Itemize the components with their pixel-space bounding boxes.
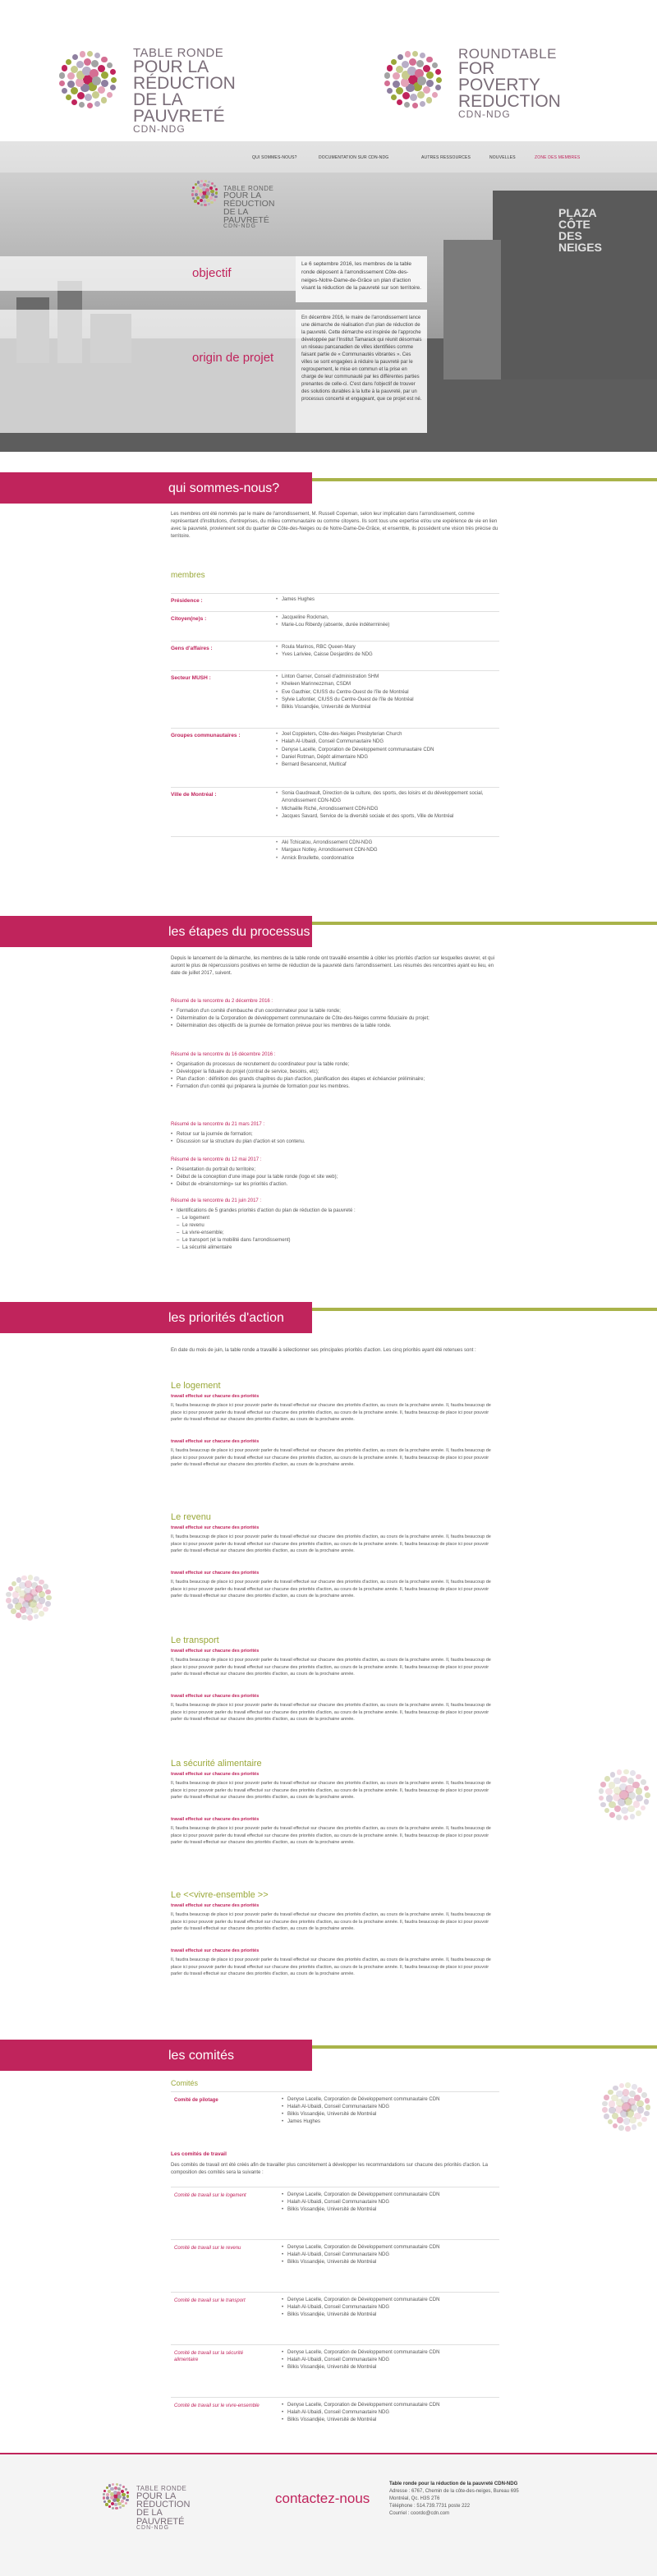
building-shape: [443, 240, 501, 380]
decorative-dots-icon: [591, 1741, 657, 1848]
list-item: • Daniel Rotman, Dépôt alimentaire NDG: [276, 754, 498, 761]
logo-en-text: [458, 48, 561, 119]
section-title: qui sommes-nous?: [168, 481, 280, 495]
row-label: Présidence :: [171, 598, 203, 604]
decorative-dots-icon: [0, 1544, 57, 1651]
priority-text: Il, faudra beaucoup de place ici pour pouvoir parler du travail effectué sur chacune des priorités d'action, au cours de la prochaine année. Il, faudra beaucoup de place ici pour pouvoir parler du travail effectué sur chacune des priorités d'action, au cours de la prochaine année. Il, faudra beaucoup de place ici pour pouvoir parler du travail effectué sur chacune des priorités d'action, au cours de la prochaine année.: [171, 1826, 491, 1846]
footer-logo-text: [136, 2486, 190, 2532]
logo-line: POUR LA RÉDUCTION: [223, 190, 275, 209]
logo-line: DE LA PAUVRETÉ: [223, 206, 269, 225]
list-item: – Le logement: [171, 1215, 499, 1222]
priority-text: Il, faudra beaucoup de place ici pour pouvoir parler du travail effectué sur chacune des priorités d'action, au cours de la prochaine année. Il, faudra beaucoup de place ici pour pouvoir parler du travail effectué sur chacune des priorités d'action, au cours de la prochaine année. Il, faudra beaucoup de place ici pour pouvoir parler du travail effectué sur chacune des priorités d'action, au cours de la prochaine année.: [171, 1448, 491, 1468]
list-item: – Le transport (et la mobilité dans l'arrondissement): [171, 1237, 499, 1244]
comite-row: [171, 2239, 499, 2292]
priority-sublabel: travail effectué sur chacune des priorités: [171, 1439, 260, 1444]
row-list: [276, 790, 498, 821]
row-label: Comité de travail sur la sécurité alimentaire: [174, 2351, 244, 2363]
logo-fr[interactable]: [51, 43, 236, 135]
list-item: • Formation d'un comité d'embauche d'un coordonnateur pour la table ronde;: [171, 1008, 499, 1015]
logo-line: REDUCTION: [458, 92, 561, 112]
list-item: • Sonia Gaudreault, Direction de la culture, des sports, des loisirs et du développement social, Arrondissement CDN-NDG: [276, 790, 498, 806]
comite-row: [171, 2397, 499, 2450]
step-block: [171, 1198, 499, 1252]
list-item: – La sécurité alimentaire: [171, 1244, 499, 1252]
priority-sublabel: travail effectué sur chacune des priorités: [171, 1649, 260, 1654]
travail-intro: Des comités de travail ont été créés afin de travailler plus concrètement à développer les recommandations sur chacune des priorités d'action. La composition des comités sera la suivante :: [171, 2163, 489, 2175]
section-title: les priorités d'action: [168, 1311, 284, 1325]
origine-heading: origin de projet: [192, 351, 274, 365]
list-item: • Eve Gauthier, CIUSS du Centre-Ouest de l'île de Montréal: [276, 689, 498, 697]
list-item: • Aki Tchicatou, Arrondissement CDN-NDG: [276, 840, 498, 847]
origine-panel: [296, 310, 427, 433]
list-item: • Denyse Lacelle, Corporation de Développement communautaire CDN: [282, 2402, 495, 2409]
list-item: • Joel Coppieters, Côte-des-Neiges Presbyterian Church: [276, 731, 498, 738]
logo-line: POUR LA RÉDUCTION: [133, 58, 236, 94]
list-item: • Denyse Lacelle, Corporation de Développement communautaire CDN: [282, 2244, 495, 2252]
list-item: • Denyse Lacelle, Corporation de Développement communautaire CDN: [276, 747, 498, 754]
row-list: [282, 2297, 495, 2319]
row-list: [282, 2349, 495, 2371]
step-block: [171, 1157, 499, 1189]
dot-logo-icon: [376, 43, 450, 117]
comite-row: [171, 2344, 499, 2397]
list-item: • Bilkis Vissandjée, Université de Montréal: [282, 2312, 495, 2319]
list-item: • Formation d'un comité qui préparera la journée de formation pour les membres.: [171, 1083, 499, 1091]
step-list: [171, 1008, 499, 1030]
row-list: [276, 674, 498, 711]
priorites-intro: En date du mois de juin, la table ronde a travaillé à sélectionner ses principales priorités d'action. Les cinq priorités ayant été retenues sont :: [171, 1348, 476, 1353]
list-item: • Michaëlle Riché, Arrondissement CDN-NDG: [276, 806, 498, 813]
list-item: • Halah Al-Ubaidi, Conseil Communautaire NDG: [282, 2304, 495, 2312]
main-nav: [0, 141, 657, 172]
step-heading: Résumé de la rencontre du 12 mai 2017 :: [171, 1157, 262, 1162]
list-item: • Halah Al-Ubaidi, Conseil Communautaire NDG: [282, 2252, 495, 2259]
logo-line: DE LA PAUVRETÉ: [133, 90, 225, 126]
list-item: • Bilkis Vissandjée, Université de Montréal: [276, 704, 498, 711]
hero-logo[interactable]: [187, 176, 275, 230]
objectif-text: Le 6 septembre 2016, les membres de la table ronde déposent à l'arrondissement Côte-des-neiges-Notre-Dame-de-Grâce un plan d'action visant la réduction de la pauvreté sur son territoire.: [301, 261, 421, 292]
row-list: [282, 2192, 495, 2214]
list-item: • Développer la fiduaire du projet (contrat de service, besoins, etc);: [171, 1069, 499, 1076]
list-item: • Annick Broullette, coordonnatrice: [276, 855, 498, 862]
step-list: [171, 1166, 499, 1189]
logo-line: FOR POVERTY: [458, 59, 540, 95]
contact-address: Adresse : 6767, Chemin de la côte-des-neiges, Bureau 695: [389, 2489, 519, 2494]
priority-title: Le transport: [171, 1635, 219, 1645]
row-label: Comité de travail sur le revenu: [174, 2246, 241, 2251]
objectif-panel: [296, 256, 427, 302]
list-item: – Le revenu: [171, 1222, 499, 1230]
row-list: [276, 840, 498, 862]
origine-label: [0, 310, 296, 433]
row-list: [276, 731, 498, 769]
row-label: Groupes communautaires :: [171, 733, 241, 738]
row-label: Citoyen(ne)s :: [171, 616, 207, 622]
contact-city: Montréal, Qc. H3S 2T6: [389, 2496, 440, 2501]
list-item: • Margaux Notley, Arrondissement CDN-NDG: [276, 847, 498, 854]
logo-line: POUR LA RÉDUCTION: [136, 2491, 191, 2510]
list-item: • Détermination des objectifs de la journée de formation prévue pour les membres de la table ronde.: [171, 1023, 499, 1030]
logo-line: CDN-NDG: [223, 223, 257, 230]
priority-sublabel: travail effectué sur chacune des priorités: [171, 1571, 260, 1576]
building-sign: PLAZA CÔTE DES NEIGES: [558, 206, 602, 254]
list-item: • Denyse Lacelle, Corporation de Développement communautaire CDN: [282, 2349, 495, 2357]
logo-line: ROUNDTABLE: [458, 46, 557, 62]
priority-sublabel: travail effectué sur chacune des priorités: [171, 1772, 260, 1777]
list-item: • Présentation du portrait du territoire;: [171, 1166, 499, 1174]
section-priorites-bar: [0, 1302, 312, 1333]
comites-title: Comités: [171, 2079, 199, 2087]
step-heading: Résumé de la rencontre du 21 mars 2017 :: [171, 1122, 265, 1127]
list-item: • Plan d'action : définition des grands chapitres du plan d'action, planification des étapes et échéancier préliminaire;: [171, 1076, 499, 1083]
row-list: [276, 596, 498, 604]
list-item: • James Hughes: [276, 596, 498, 604]
logo-line: DE LA PAUVRETÉ: [136, 2508, 185, 2527]
row-list: [282, 2244, 495, 2266]
nav-qui-sommes-nous[interactable]: QUI SOMMES-NOUS?: [252, 155, 297, 160]
list-item: • Bilkis Vissandjée, Université de Montréal: [282, 2364, 495, 2371]
priority-text: Il, faudra beaucoup de place ici pour pouvoir parler du travail effectué sur chacune des priorités d'action, au cours de la prochaine année. Il, faudra beaucoup de place ici pour pouvoir parler du travail effectué sur chacune des priorités d'action, au cours de la prochaine année. Il, faudra beaucoup de place ici pour pouvoir parler du travail effectué sur chacune des priorités d'action, au cours de la prochaine année.: [171, 1534, 491, 1554]
step-heading: Résumé de la rencontre du 21 juin 2017 :: [171, 1198, 262, 1203]
table-row: [171, 836, 499, 869]
contact-org: Table ronde pour la réduction de la pauvreté CDN-NDG: [389, 2482, 518, 2486]
list-item: • Denyse Lacelle, Corporation de Développement communautaire CDN: [282, 2096, 495, 2104]
list-item: • Bilkis Vissandjée, Université de Montréal: [282, 2111, 495, 2118]
list-item: • Halah Al-Ubaidi, Conseil Communautaire NDG: [276, 738, 498, 746]
comite-row: [171, 2292, 499, 2344]
list-item: • Jacques Savard, Service de la diversité sociale et des sports, Ville de Montréal: [276, 813, 498, 821]
table-row: [171, 787, 499, 836]
row-list: [282, 2402, 495, 2424]
top-banner: [0, 0, 657, 140]
priority-sublabel: travail effectué sur chacune des priorités: [171, 1903, 260, 1908]
step-block: [171, 998, 499, 1030]
list-item: • Retour sur la journée de formation;: [171, 1131, 499, 1138]
list-item: • Halah Al-Ubaidi, Conseil Communautaire NDG: [282, 2199, 495, 2206]
objectif-label: [0, 256, 296, 291]
list-item: • Bernard Besancenot, Multicaf: [276, 761, 498, 769]
table-row: [171, 593, 499, 611]
priority-text: Il, faudra beaucoup de place ici pour pouvoir parler du travail effectué sur chacune des priorités d'action, au cours de la prochaine année. Il, faudra beaucoup de place ici pour pouvoir parler du travail effectué sur chacune des priorités d'action, au cours de la prochaine année. Il, faudra beaucoup de place ici pour pouvoir parler du travail effectué sur chacune des priorités d'action, au cours de la prochaine année.: [171, 1912, 491, 1932]
list-item: • Halah Al-Ubaidi, Conseil Communautaire NDG: [282, 2104, 495, 2111]
row-list: [276, 644, 498, 660]
logo-fr-text: [133, 48, 236, 134]
qui-intro: Les membres ont été nommés par le maire de l'arrondissement, M. Russell Copeman, selon leur implication dans l'arrondissement, comme représentant d'institutions, d'entreprises, du milieu communautaire ou comme citoyens. Ils sont tous une expertise et/ou une expérience de vie en lien avec la pauvreté, proviennent soit du quartier de Côte-des-Neiges ou de Notre-Dame-De-Grâce, et ensemble, ils possèdent une vision très précise du territoire.: [171, 512, 498, 539]
priority-title: Le revenu: [171, 1512, 211, 1522]
list-item: • Linton Garner, Conseil d'administration SHM: [276, 674, 498, 681]
logo-line: CDN-NDG: [458, 108, 511, 120]
list-item: • Halah Al-Ubaidi, Conseil Communautaire NDG: [282, 2357, 495, 2364]
step-block: [171, 1121, 499, 1146]
row-label: Comité de travail sur le logement: [174, 2193, 246, 2198]
section-comites-bar: [0, 2040, 312, 2071]
section-title: les étapes du processus: [168, 925, 310, 939]
logo-en[interactable]: [376, 43, 561, 120]
table-row: [171, 670, 499, 728]
priority-sublabel: travail effectué sur chacune des priorités: [171, 1525, 260, 1530]
footer: [0, 2453, 657, 2576]
section-title: les comités: [168, 2049, 235, 2063]
list-item: • Discussion sur la structure du plan d'action et son contenu.: [171, 1138, 499, 1146]
list-item: • Yves Lariviee, Caisse Desjardins de NDG: [276, 651, 498, 659]
row-list: [282, 2096, 495, 2126]
step-block: [171, 1051, 499, 1091]
row-label: Comité de travail sur le vivre-ensemble: [174, 2404, 260, 2408]
priority-sublabel: travail effectué sur chacune des priorités: [171, 1694, 260, 1699]
priority-title: Le logement: [171, 1381, 221, 1391]
step-heading: Résumé de la rencontre du 16 décembre 2016 :: [171, 1052, 276, 1057]
list-item: • James Hughes: [282, 2118, 495, 2126]
list-item: • Bilkis Vissandjée, Université de Montréal: [282, 2417, 495, 2424]
list-item: • Kheleen Marinnezzman, CSDM: [276, 681, 498, 688]
objectif-heading: objectif: [192, 266, 232, 280]
contact-info: [389, 2481, 570, 2518]
priority-text: Il, faudra beaucoup de place ici pour pouvoir parler du travail effectué sur chacune des priorités d'action, au cours de la prochaine année. Il, faudra beaucoup de place ici pour pouvoir parler du travail effectué sur chacune des priorités d'action, au cours de la prochaine année. Il, faudra beaucoup de place ici pour pouvoir parler du travail effectué sur chacune des priorités d'action, au cours de la prochaine année.: [171, 1703, 491, 1723]
list-item: • Début de la conception d'une image pour la table ronde (logo et site web);: [171, 1174, 499, 1181]
row-label: Gens d'affaires :: [171, 646, 213, 651]
list-item: • Denyse Lacelle, Corporation de Développement communautaire CDN: [282, 2297, 495, 2304]
origine-text: En décembre 2016, le maire de l'arrondissement lance une démarche de réalisation d'un plan de réduction de la pauvreté. Cette démarche est inspirée de l'approche développée par l'Institut Tamarack qui réunit désormais un réseau pancanadien de villes identifiées comme faisant partie de « Communautés vibrantes ». Ces villes se sont engagées à réduire la pauvreté par le regroupement, le mise en commun et la prise en charge de leur communauté par les différentes parties prenantes de celle-ci. C'est dans l'objectif de trouver des solutions durables à la lutte à la pauvreté, par un processus concerté et engageant, que ce projet est né.: [301, 315, 422, 402]
priority-sublabel: travail effectué sur chacune des priorités: [171, 1948, 260, 1953]
step-heading: Résumé de la rencontre du 2 décembre 2016 :: [171, 999, 273, 1004]
comite-row: [171, 2187, 499, 2239]
table-row: [171, 611, 499, 641]
step-list: [171, 1061, 499, 1091]
contact-phone[interactable]: Téléphone : 514.739.7731 poste 222: [389, 2504, 471, 2509]
list-item: • Identifications de 5 grandes priorités d'action du plan de réduction de la pauvreté :: [171, 1208, 499, 1215]
priority-sublabel: travail effectué sur chacune des priorités: [171, 1394, 260, 1399]
logo-line: TABLE RONDE: [223, 185, 274, 192]
row-label: Comité de travail sur le transport: [174, 2298, 246, 2303]
priority-text: Il, faudra beaucoup de place ici pour pouvoir parler du travail effectué sur chacune des priorités d'action, au cours de la prochaine année. Il, faudra beaucoup de place ici pour pouvoir parler du travail effectué sur chacune des priorités d'action, au cours de la prochaine année. Il, faudra beaucoup de place ici pour pouvoir parler du travail effectué sur chacune des priorités d'action, au cours de la prochaine année.: [171, 1781, 491, 1801]
section-etapes-bar: [0, 916, 312, 947]
logo-line: TABLE RONDE: [133, 46, 224, 60]
priority-text: Il, faudra beaucoup de place ici pour pouvoir parler du travail effectué sur chacune des priorités d'action, au cours de la prochaine année. Il, faudra beaucoup de place ici pour pouvoir parler du travail effectué sur chacune des priorités d'action, au cours de la prochaine année. Il, faudra beaucoup de place ici pour pouvoir parler du travail effectué sur chacune des priorités d'action, au cours de la prochaine année.: [171, 1658, 491, 1677]
hero: [0, 141, 657, 452]
list-item: • Halah Al-Ubaidi, Conseil Communautaire NDG: [282, 2409, 495, 2417]
list-item: • Bilkis Vissandjée, Université de Montréal: [282, 2206, 495, 2214]
travail-title: Les comités de travail: [171, 2151, 227, 2157]
list-item: • Denyse Lacelle, Corporation de Développement communautaire CDN: [282, 2192, 495, 2199]
dot-logo-icon: [99, 2479, 133, 2514]
table-row: [171, 728, 499, 787]
list-item: • Début de «brainstorming» sur les priorités d'action.: [171, 1181, 499, 1189]
list-item: • Roula Marinos, RBC Queen-Mary: [276, 644, 498, 651]
list-item: • Marie-Lou Riberdy (absente, durée indéterminée): [276, 622, 498, 629]
nav-autres-ressources[interactable]: AUTRES RESSOURCES: [421, 155, 471, 160]
hero-logo-text: [223, 186, 274, 230]
membres-title: membres: [171, 571, 205, 580]
nav-zone-membres[interactable]: ZONE DES MEMBRES: [535, 155, 581, 160]
priority-title: Le <<vivre-ensemble >>: [171, 1890, 269, 1900]
list-item: • Sylvie Lafontier, CIUSS du Centre-Ouest de l'île de Montréal: [276, 697, 498, 704]
step-list: [171, 1208, 499, 1252]
priority-title: La sécurité alimentaire: [171, 1759, 262, 1769]
row-list: [276, 614, 498, 630]
list-item: – La vivre-ensemble;: [171, 1230, 499, 1237]
logo-line: CDN-NDG: [133, 123, 186, 135]
footer-logo[interactable]: [99, 2479, 191, 2532]
logo-line: CDN-NDG: [136, 2525, 170, 2532]
contact-email[interactable]: Courriel : coordo@cdn.com: [389, 2511, 450, 2516]
dot-logo-icon: [187, 176, 222, 210]
etapes-intro: Depuis le lancement de la démarche, les membres de la table ronde ont travaillé ensemble à cibler les priorités d'action sur lesquelles œuvrer, et qui auront le plus de répercussions positives en terme de réduction de la pauvreté dans l'arrondissement. Les résumés des rencontres ayant eu lieu, en date de juillet 2017, suivent.: [171, 956, 495, 976]
row-label: Comité de pilotage: [174, 2098, 218, 2103]
priority-text: Il, faudra beaucoup de place ici pour pouvoir parler du travail effectué sur chacune des priorités d'action, au cours de la prochaine année. Il, faudra beaucoup de place ici pour pouvoir parler du travail effectué sur chacune des priorités d'action, au cours de la prochaine année. Il, faudra beaucoup de place ici pour pouvoir parler du travail effectué sur chacune des priorités d'action, au cours de la prochaine année.: [171, 1957, 491, 1977]
dot-logo-icon: [51, 43, 125, 117]
row-label: Ville de Montréal :: [171, 792, 217, 798]
contact-title: contactez-nous: [275, 2491, 370, 2506]
section-qui-bar: [0, 472, 312, 504]
table-row: [171, 641, 499, 670]
row-label: Secteur MUSH :: [171, 675, 211, 681]
comite-pilotage-row: [171, 2091, 499, 2139]
nav-documentation[interactable]: DOCUMENTATION SUR CDN-NDG: [319, 155, 389, 160]
priority-text: Il, faudra beaucoup de place ici pour pouvoir parler du travail effectué sur chacune des priorités d'action, au cours de la prochaine année. Il, faudra beaucoup de place ici pour pouvoir parler du travail effectué sur chacune des priorités d'action, au cours de la prochaine année. Il, faudra beaucoup de place ici pour pouvoir parler du travail effectué sur chacune des priorités d'action, au cours de la prochaine année.: [171, 1580, 491, 1599]
decorative-dots-icon: [595, 2054, 657, 2160]
logo-line: TABLE RONDE: [136, 2485, 187, 2492]
list-item: • Jacqueline Rockman,: [276, 614, 498, 622]
priority-text: Il, faudra beaucoup de place ici pour pouvoir parler du travail effectué sur chacune des priorités d'action, au cours de la prochaine année. Il, faudra beaucoup de place ici pour pouvoir parler du travail effectué sur chacune des priorités d'action, au cours de la prochaine année. Il, faudra beaucoup de place ici pour pouvoir parler du travail effectué sur chacune des priorités d'action, au cours de la prochaine année.: [171, 1403, 491, 1423]
list-item: • Organisation du processus de recrutement du coordinateur pour la table ronde;: [171, 1061, 499, 1069]
step-list: [171, 1131, 499, 1146]
nav-nouvelles[interactable]: NOUVELLES: [489, 155, 516, 160]
priority-sublabel: travail effectué sur chacune des priorités: [171, 1817, 260, 1822]
list-item: • Bilkis Vissandjée, Université de Montréal: [282, 2259, 495, 2266]
list-item: • Détermination de la Corporation de développement communautaire de Côte-des-Neiges comme fiduciaire du projet;: [171, 1015, 499, 1023]
